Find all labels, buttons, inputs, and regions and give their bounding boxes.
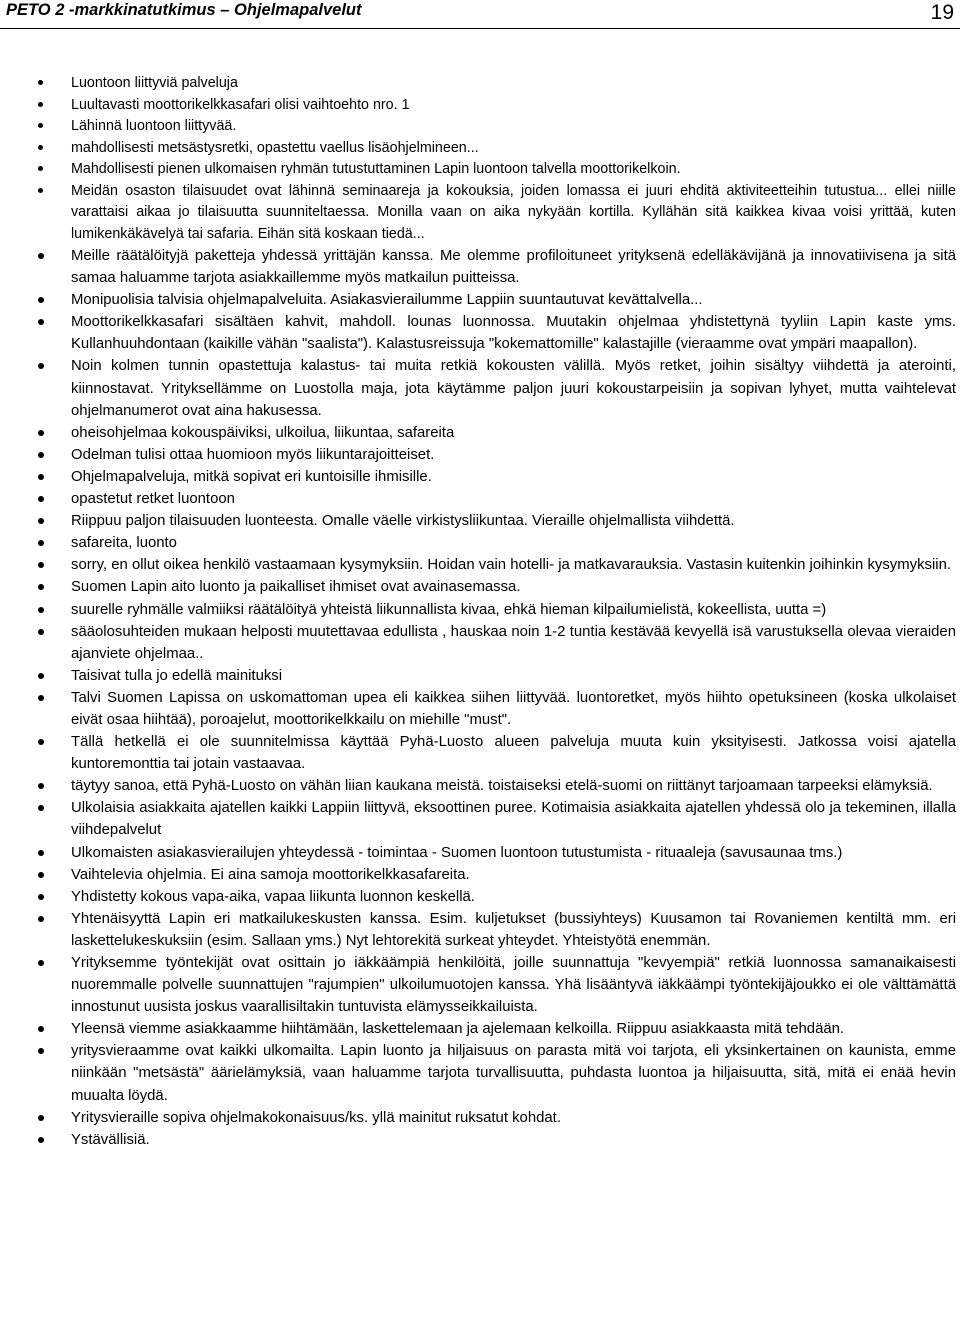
bullet-icon bbox=[38, 166, 43, 171]
list-item bbox=[71, 73, 956, 95]
bullet-icon bbox=[38, 319, 44, 325]
bullet-icon bbox=[38, 102, 43, 107]
list-item-text: mahdollisesti metsästysretki, opastettu vaellus lisäohjelmineen... bbox=[71, 139, 479, 156]
list-item bbox=[71, 138, 956, 160]
list-item-text: Riippuu paljon tilaisuuden luonteesta. Omalle väelle virkistysliikuntaa. Vieraille ohjelmallista viihdettä. bbox=[71, 513, 735, 530]
bullet-icon bbox=[38, 145, 43, 150]
bullet-icon bbox=[38, 452, 44, 458]
list-item-text: sorry, en ollut oikea henkilö vastaamaan kysymyksiin. Hoidan vain hotelli- ja matkavarauksia. Vastasin kuitenkin joihinkin kysymyksiin. bbox=[71, 557, 952, 574]
bullet-icon bbox=[38, 584, 44, 590]
bullet-icon bbox=[38, 562, 44, 568]
list-item bbox=[71, 466, 956, 488]
bullet-icon bbox=[38, 607, 44, 613]
list-item-text: Meidän osaston tilaisuudet ovat lähinnä seminaareja ja kokouksia, joiden lomassa ei juuri ehditä aktiviteetteihin tutustua... ellei niille varattaisi aikaa jo tilaisuutta suunniteltaessa. Monilla vaan on aika nykyään kortilla. Kyllähän sitä kaikkea kivaa voisi yrittää, kuten lumikenkäkävelyä tai safaria. Eihän sitä koskaan tiedä... bbox=[71, 182, 956, 242]
list-item bbox=[71, 159, 956, 181]
list-item bbox=[71, 1040, 956, 1106]
list-item bbox=[71, 1129, 956, 1151]
bullet-icon bbox=[38, 540, 44, 546]
list-item-text: Odelman tulisi ottaa huomioon myös liikuntarajoitteiset. bbox=[71, 446, 435, 463]
list-item-text: Yhdistetty kokous vapa-aika, vapaa liikunta luonnon keskellä. bbox=[71, 888, 475, 905]
list-item-text: täytyy sanoa, että Pyhä-Luosto on vähän liian kaukana meistä. toistaiseksi etelä-suomi on riittänyt tarjoamaan tarpeeksi elämyksiä. bbox=[71, 778, 933, 795]
list-item-text: Noin kolmen tunnin opastettuja kalastus- tai muita retkiä kokousten välillä. Myös retket, joihin sisältyy viihdettä ja aterointi, kiinnostavat. Yrityksellämme on Luostolla maja, jota käytämme paljon juuri kokoustarpeisiin ja sopivan lyhyet, mutta vaihtelevat ohjelmanumerot ovat aina hakusessa. bbox=[71, 358, 956, 419]
list-item-text: opastetut retket luontoon bbox=[71, 491, 235, 508]
list-item-text: safareita, luonto bbox=[71, 535, 177, 552]
list-item-text: Ulkomaisten asiakasvierailujen yhteydessä - toimintaa - Suomen luontoon tutustumista - rituaaleja (savusaunaa tms.) bbox=[71, 844, 843, 861]
bullet-icon bbox=[38, 123, 43, 128]
list-item bbox=[71, 576, 956, 598]
list-item bbox=[71, 908, 956, 952]
bullet-icon bbox=[38, 894, 44, 900]
list-item-text: Mahdollisesti pienen ulkomaisen ryhmän tutustuttaminen Lapin luontoon talvella moottorikelkoin. bbox=[71, 161, 681, 177]
list-item-text: Yrityksemme työntekijät ovat osittain jo iäkkäämpiä henkilöitä, joille suunnattuja "kevyempiä" retkiä luonnossa samanaikaisesti nuoremmalle polvelle suunnattujen "rajumpien" ulkoilumuotojen kanssa. Yhä lisääntyvä iäkkäämpi työntekijäjoukko ei ole välttämättä innostunut uusista joskus vaarallisiltakin tuntuvista elämysseikkailuista. bbox=[71, 955, 956, 1016]
bullet-icon bbox=[38, 80, 43, 85]
list-item bbox=[71, 510, 956, 532]
list-item bbox=[71, 599, 956, 621]
list-item bbox=[71, 355, 956, 421]
list-item bbox=[71, 444, 956, 466]
list-item-text: Taisivat tulla jo edellä mainituksi bbox=[71, 667, 283, 684]
list-item bbox=[71, 488, 956, 510]
list-item-text: Ystävällisiä. bbox=[71, 1131, 150, 1148]
list-item-text: Yleensä viemme asiakkaamme hiihtämään, laskettelemaan ja ajelemaan kelkoilla. Riippuu asiakkaasta mitä tehdään. bbox=[71, 1021, 845, 1038]
list-item-text: Luultavasti moottorikelkkasafari olisi vaihtoehto nro. 1 bbox=[71, 96, 410, 113]
bullet-icon bbox=[38, 783, 44, 789]
list-item-text: Talvi Suomen Lapissa on uskomattoman upea eli kaikkea siihen liittyvää. luontoretket, myös hiihto opetuksineen (koska ulkolaiset eivät osaa hiihtää), poroajelut, moottorikelkkailu on miehille "must". bbox=[71, 689, 956, 728]
document-title: PETO 2 -markkinatutkimus – Ohjelmapalvelut bbox=[6, 1, 362, 19]
bullet-icon bbox=[38, 474, 44, 480]
list-item-text: Suomen Lapin aito luonto ja paikalliset ihmiset ovat avainasemassa. bbox=[71, 579, 521, 596]
list-item bbox=[71, 532, 956, 554]
list-item bbox=[71, 181, 956, 246]
list-item bbox=[71, 665, 956, 687]
bullet-icon bbox=[38, 253, 44, 259]
list-item bbox=[71, 554, 956, 576]
list-item bbox=[71, 952, 956, 1018]
bullet-icon bbox=[38, 430, 44, 436]
bullet-icon bbox=[38, 363, 44, 369]
list-item-text: Ohjelmapalveluja, mitkä sopivat eri kuntoisille ihmisille. bbox=[71, 468, 432, 485]
list-item-text: yritysvieraamme ovat kaikki ulkomailta. Lapin luonto ja hiljaisuus on parasta mitä voi tarjota, eli yksinkertainen on kaunista, emme niinkään "metsästä" äärielämyksiä, vaan haluamme tarjota turvallisuutta, puhdasta luontoa ja hiljaisuutta, sitä, mitä ei enää hevin muualta löydä. bbox=[71, 1043, 956, 1104]
list-item-text: Tällä hetkellä ei ole suunnitelmissa käyttää Pyhä-Luosto alueen palveluja muuta kuin yksityisesti. Jatkossa voisi ajatella kuntoremonttia tai jotain vastaavaa. bbox=[71, 734, 956, 773]
page-number: 19 bbox=[930, 1, 954, 24]
bullet-icon bbox=[38, 297, 44, 303]
bullet-icon bbox=[38, 673, 44, 679]
list-item-text: Meille räätälöityjä paketteja yhdessä yrittäjän kanssa. Me olemme profiloituneet yrityksenä edelläkävijänä ja innovatiivisena ja sitä samaa haluamme tarjota asiakkaillemme myös matkailun puitteissa. bbox=[71, 248, 956, 287]
list-item bbox=[71, 1018, 956, 1040]
list-item-text: Lähinnä luontoon liittyvää. bbox=[71, 118, 237, 134]
bullet-icon bbox=[38, 1048, 44, 1054]
list-item-text: oheisohjelmaa kokouspäiviksi, ulkoilua, liikuntaa, safareita bbox=[71, 424, 455, 441]
list-item bbox=[71, 842, 956, 864]
bullet-icon bbox=[38, 850, 44, 856]
list-item-text: Moottorikelkkasafari sisältäen kahvit, mahdoll. lounas luonnossa. Muutakin ohjelmaa yhdistettynä tyyliin Lapin kaste yms. Kullanhuuhdontaan (kaikille vähän "saalista"). Kalastusreissuja "kokemattomille" kalastajille (vieraamme ovat ympäri maapallon). bbox=[71, 314, 956, 353]
bullet-icon bbox=[38, 188, 43, 193]
list-item bbox=[71, 731, 956, 775]
bullet-icon bbox=[38, 872, 44, 878]
list-item-text: Ulkolaisia asiakkaita ajatellen kaikki Lappiin liittyvä, eksoottinen puree. Kotimaisia asiakkaita ajatellen yhdessä olo ja tekeminen, illalla viihdepalvelut bbox=[71, 800, 956, 839]
list-item-text: suurelle ryhmälle valmiiksi räätälöityä yhteistä liikunnallista kivaa, ehkä hieman kilpailumielistä, kokeellista, uutta =) bbox=[71, 601, 827, 618]
list-item-text: sääolosuhteiden mukaan helposti muutettavaa edullista , hauskaa noin 1-2 tuntia kestävää kevyellä isä varustuksella olevaa vieraiden ajanviete ohjelmaa.. bbox=[71, 623, 956, 662]
list-item bbox=[71, 687, 956, 731]
bullet-icon bbox=[38, 805, 44, 811]
list-item bbox=[71, 95, 956, 117]
bullet-icon bbox=[38, 916, 44, 922]
list-item bbox=[71, 422, 956, 444]
list-item-text: Luontoon liittyviä palveluja bbox=[71, 75, 238, 91]
bullet-icon bbox=[38, 1137, 44, 1143]
bullet-icon bbox=[38, 960, 44, 966]
list-item bbox=[71, 775, 956, 797]
bullet-icon bbox=[38, 496, 44, 502]
bullet-icon bbox=[38, 739, 44, 745]
bullet-icon bbox=[38, 1115, 44, 1121]
list-item bbox=[71, 116, 956, 138]
list-item bbox=[71, 1107, 956, 1129]
bullet-icon bbox=[38, 1026, 44, 1032]
bullet-icon bbox=[38, 695, 44, 701]
list-item-text: Monipuolisia talvisia ohjelmapalveluita. Asiakasvierailumme Lappiin suuntautuvat kevättalvella... bbox=[71, 292, 703, 309]
response-list bbox=[0, 73, 960, 1151]
list-item bbox=[71, 797, 956, 841]
list-item bbox=[71, 289, 956, 311]
list-item bbox=[71, 311, 956, 355]
list-item bbox=[71, 245, 956, 289]
list-item-text: Yritysvieraille sopiva ohjelmakokonaisuus/ks. yllä mainitut ruksatut kohdat. bbox=[71, 1109, 561, 1126]
bullet-icon bbox=[38, 629, 44, 635]
page-header bbox=[0, 0, 960, 29]
list-item-text: Yhtenäisyyttä Lapin eri matkailukeskusten kanssa. Esim. kuljetukset (bussiyhteys) Kuusamon tai Rovaniemen kentiltä mm. eri laskettelukeskuksiin (esim. Sallaan yms.) Nyt lehtorekitä surkeat yhteydet. Yhteistyötä enemmän. bbox=[71, 910, 956, 949]
list-item bbox=[71, 621, 956, 665]
list-item-text: Vaihtelevia ohjelmia. Ei aina samoja moottorikelkkasafareita. bbox=[71, 866, 470, 883]
list-item bbox=[71, 864, 956, 886]
list-item bbox=[71, 886, 956, 908]
bullet-icon bbox=[38, 518, 44, 524]
